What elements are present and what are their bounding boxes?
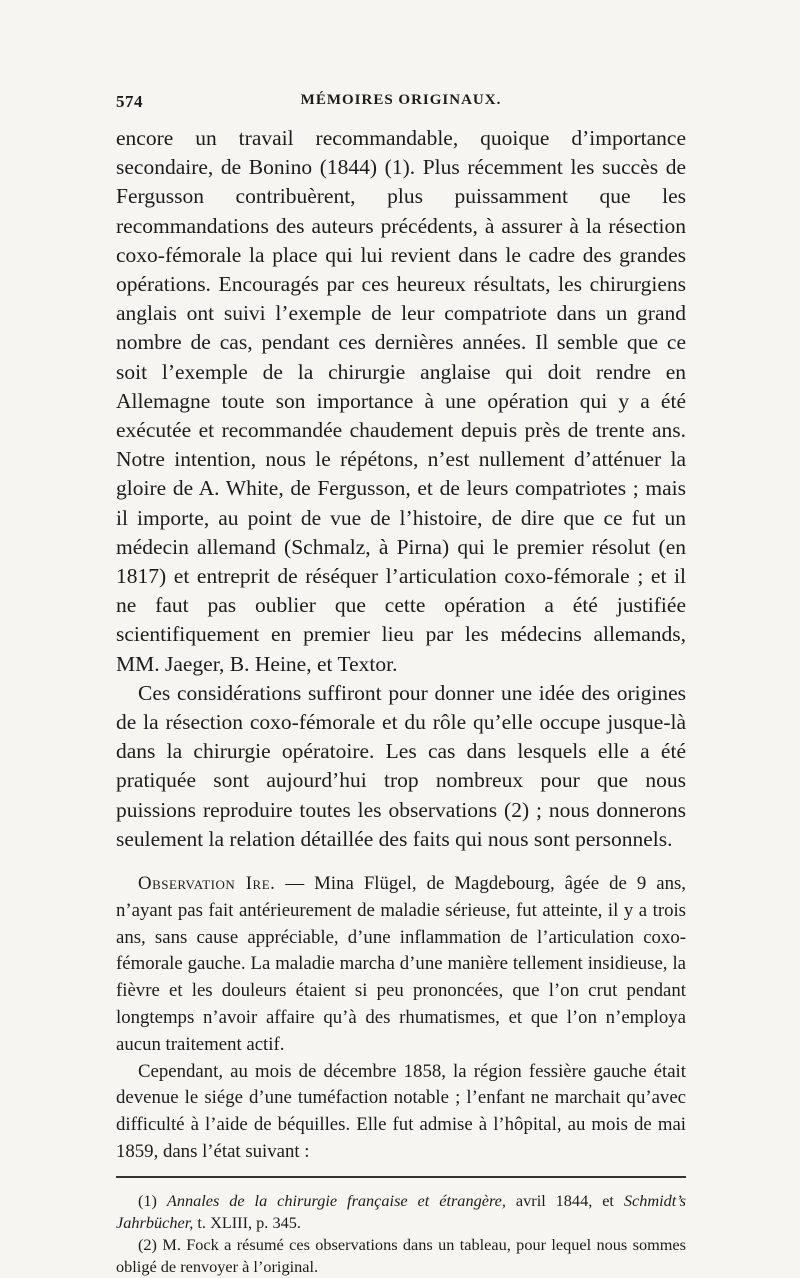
paragraph-2: Ces considérations suffiront pour donner une idée des origines de la résection coxo-fémorale et du rôle qu’elle occupe jusque-là dans la chirurgie opératoire. Les cas dans lesquels elle a été pratiquée sont aujourd’hui trop nombreux pour que nous puissions reproduire toutes les observations (2) ; nous donnerons seulement la relation détaillée des faits qui nous sont personnels.	[116, 680, 686, 851]
observation-text-1: — Mina Flügel, de Magdebourg, âgée de 9 ans, n’ayant pas fait antérieurement de maladie sérieuse, fut atteinte, il y a trois ans, sans cause appréciable, d’une inflammation de l’articulation coxo-fémorale gauche. La maladie marcha d’une manière tellement insidieuse, la fièvre et les douleurs étaient si peu prononcées, que l’on crut pendant longtemps n’avoir affaire qu’à des rhumatismes, et que l’on n’employa aucun traitement actif.	[116, 873, 687, 1055]
footnote-1-title: Annales de la chirurgie française et étrangère,	[166, 1190, 506, 1210]
footnote-1-end: t. XLIII, p. 345.	[193, 1212, 301, 1232]
observation-section	[116, 871, 686, 1166]
footnotes	[116, 1190, 686, 1278]
paragraph-1: encore un travail recommandable, quoique d’importance secondaire, de Bonino (1844) (1). Plus récemment les succès de Fergusson contribuèrent, plus puissamment que les recommandations des auteurs précédents, à assurer à la résection coxo-fémorale la place qui lui revient dans le cadre des grandes opérations. Encouragés par ces heureux résultats, les chirurgiens anglais ont suivi l’exemple de leur compatriote dans un grand nombre de cas, pendant ces dernières années. Il semble que ce soit l’exemple de la chirurgie anglaise qui doit rendre en Allemagne toute son importance à une opération qui y a été exécutée et recommandée chaudement depuis près de trente ans. Notre intention, nous le répétons, n’est nullement d’atténuer la gloire de A. White, de Fergusson, et de leurs compatriotes ; mais il importe, au point de vue de l’histoire, de dire que ce fut un médecin allemand (Schmalz, à Pirna) qui le premier résolut (en 1817) et entreprit de réséquer l’articulation coxo-fémorale ; et il ne faut pas oublier que cette opération a été justifiée scientifiquement en premier lieu par les médecins allemands, MM. Jaeger, B. Heine, et Textor.	[116, 126, 686, 676]
page	[116, 92, 686, 1278]
footnote-1	[116, 1190, 686, 1234]
footnote-separator	[116, 1176, 686, 1178]
page-number: 574	[116, 92, 143, 111]
page-header	[116, 92, 686, 116]
running-title: MÉMOIRES ORIGINAUX.	[300, 92, 502, 108]
observation-paragraph-1	[116, 871, 686, 1059]
footnote-1-title-2: Schmidt’s Jahrbücher,	[116, 1190, 686, 1232]
footnote-1-middle: avril 1844, et	[505, 1190, 624, 1210]
main-text	[116, 124, 686, 854]
observation-paragraph-2: Cependant, au mois de décembre 1858, la région fessière gauche était devenue le siége d’une tuméfaction notable ; l’enfant ne marchait qu’avec difficulté à l’aide de béquilles. Elle fut admise à l’hôpital, au mois de mai 1859, dans l’état suivant :	[116, 1060, 686, 1163]
footnote-2: (2) M. Fock a résumé ces observations dans un tableau, pour lequel nous sommes obligé de renvoyer à l’original.	[116, 1234, 686, 1276]
footnote-1-number: (1)	[138, 1190, 167, 1210]
observation-label: Observation Ire.	[138, 873, 276, 895]
